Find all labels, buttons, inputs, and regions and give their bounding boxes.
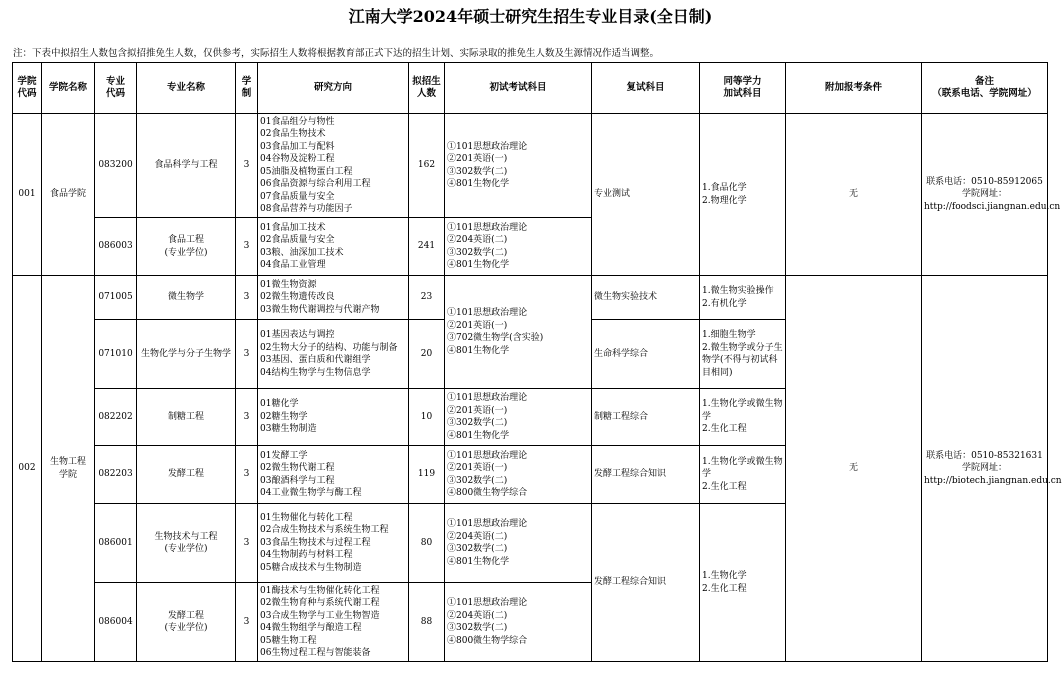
cell-line: ③302数学(二): [447, 623, 508, 633]
cell-line: 专业测试: [594, 189, 631, 200]
cell-line: 06食品资源与综合利用工程: [260, 179, 371, 189]
cell-line: (专业学位): [164, 247, 208, 258]
cell-line: 2.物理化学: [702, 195, 747, 206]
major-name-cell: [137, 583, 236, 662]
directions-cell: [258, 446, 409, 504]
cell-line: 03基因、蛋白质和代谢组学: [260, 355, 371, 365]
cell-line: ④800微生物学综合: [447, 635, 528, 646]
school-name-cell: [42, 114, 95, 276]
exam-cell: [445, 276, 592, 389]
header-remark: [922, 63, 1048, 114]
school-code-cell: 001: [13, 114, 42, 276]
cell-line: ③702微生物学(含实验): [447, 333, 544, 343]
cell-line: 02食品质量与安全: [260, 235, 335, 245]
cell-line: 同等学力: [723, 76, 762, 87]
cell-line: 食品工程: [167, 235, 204, 245]
enroll-cell: 162: [409, 114, 445, 218]
extra-test-cell: [700, 504, 786, 662]
cell-line: 02合成生物技术与系统生物工程: [260, 525, 389, 536]
note-text: 注：下表中拟招生人数包含拟招推免生人数，仅供参考，实际招生人数将根据教育部正式下达的招生计划、实际录取的推免生人数及生源情况作适当调整。: [13, 48, 660, 59]
cell-line: 生物技术与工程: [154, 531, 218, 542]
remark-cell: [922, 276, 1062, 662]
cell-line: 04微生物组学与酿造工程: [260, 623, 362, 633]
cell-line: 1.生物化学或微生物学: [702, 456, 783, 480]
cell-line: ①101思想政治理论: [447, 598, 528, 608]
cell-line: 2.生化工程: [702, 424, 747, 435]
major-code-cell: 082202: [95, 389, 137, 446]
extra-test-cell: [700, 276, 786, 320]
cell-line: 学院网址：: [961, 189, 1007, 200]
cell-line: ②201英语(一): [447, 463, 508, 473]
cell-line: 1.食品化学: [702, 183, 747, 193]
major-code-cell: 071010: [95, 320, 137, 389]
cell-line: 03食品加工与配料: [260, 141, 335, 152]
extra-test-cell: [700, 320, 786, 389]
cell-line: 食品科学与工程: [154, 160, 218, 171]
cell-line: ③302数学(二): [447, 247, 508, 258]
cell-line: 生物工程: [49, 457, 86, 467]
directions-cell: [258, 583, 409, 662]
cell-line: 04结构生物学与生物信息学: [260, 367, 371, 378]
cell-line: 初试考试科目: [489, 82, 547, 93]
directions-cell: [258, 320, 409, 389]
directions-cell: [258, 218, 409, 276]
enroll-cell: 23: [409, 276, 445, 320]
header-major-code: [95, 63, 137, 114]
major-name-cell: [137, 446, 236, 504]
cell-line: ②201英语(一): [447, 154, 508, 164]
header-conditions: [786, 63, 922, 114]
cell-line: 08食品营养与功能因子: [260, 204, 353, 214]
cell-line: 复试科目: [626, 82, 665, 93]
cell-line: 专业: [105, 76, 125, 87]
exam-cell: [445, 504, 592, 583]
cell-line: 学: [241, 76, 252, 87]
extra-test-cell: [700, 114, 786, 276]
remark-cell: [922, 114, 1061, 276]
cell-line: 02微生物遗传改良: [260, 292, 335, 303]
cell-line: 发酵工程: [167, 610, 204, 621]
major-code-cell: 083200: [95, 114, 137, 218]
major-name-cell: [137, 320, 236, 389]
conditions-cell: 无: [786, 276, 922, 662]
cell-line: 01糖化学: [260, 399, 299, 410]
cell-line: ①101思想政治理论: [447, 519, 528, 529]
enroll-cell: 88: [409, 583, 445, 662]
header-row: [13, 63, 1048, 114]
years-cell: 3: [236, 218, 258, 276]
cell-line: （联系电话、学院网址）: [932, 88, 1037, 99]
years-cell: 3: [236, 320, 258, 389]
cell-line: 制: [241, 88, 252, 99]
header-school-code: [13, 63, 42, 114]
cell-line: http://foodsci.jiangnan.edu.cn: [924, 201, 1061, 212]
enroll-cell: 80: [409, 504, 445, 583]
cell-line: 学院名称: [48, 82, 87, 93]
enroll-cell: 20: [409, 320, 445, 389]
cell-line: 03合成生物学与工业生物智造: [260, 610, 380, 621]
catalog-table: [12, 62, 1062, 662]
header-enroll: [409, 63, 445, 114]
cell-line: 加试科目: [723, 88, 762, 99]
cell-line: 制糖工程综合: [594, 411, 649, 422]
cell-line: ③302数学(二): [447, 418, 508, 428]
cell-line: 研究方向: [313, 82, 352, 93]
enroll-cell: 119: [409, 446, 445, 504]
cell-line: 1.生物化学或微生物学: [702, 399, 783, 422]
cell-line: 微生物学: [167, 292, 204, 303]
cell-line: 01酶技术与生物催化转化工程: [260, 585, 380, 596]
cell-line: 代码: [17, 88, 37, 99]
cell-line: 03酿酒科学与工程: [260, 475, 335, 486]
cell-line: ②201英语(一): [447, 320, 508, 331]
cell-line: 代码: [105, 88, 125, 99]
cell-line: ②204英语(二): [447, 235, 508, 245]
cell-line: 03食品生物技术与过程工程: [260, 537, 371, 548]
exam-cell: [445, 389, 592, 446]
cell-line: 附加报考条件: [824, 82, 882, 93]
cell-line: 05糖生物工程: [260, 635, 317, 646]
cell-line: ③302数学(二): [447, 475, 508, 486]
cell-line: 02食品生物技术: [260, 129, 326, 139]
extra-test-cell: [700, 446, 786, 504]
exam-cell: [445, 114, 592, 218]
cell-line: ④801生物化学: [447, 260, 510, 270]
cell-line: 联系电话：0510-85912065: [926, 176, 1043, 187]
cell-line: 05糖合成技术与生物制造: [260, 562, 362, 573]
major-name-cell: [137, 218, 236, 276]
cell-line: (专业学位): [164, 623, 208, 633]
major-code-cell: 071005: [95, 276, 137, 320]
retest-cell: [592, 504, 700, 662]
directions-cell: [258, 114, 409, 218]
cell-line: ④801生物化学: [447, 179, 510, 189]
cell-line: 03糖生物制造: [260, 424, 317, 435]
cell-line: 联系电话：0510-85321631: [926, 450, 1043, 461]
cell-line: 发酵工程综合知识: [594, 469, 667, 480]
cell-line: ③302数学(二): [447, 166, 508, 177]
cell-line: 01食品加工技术: [260, 222, 326, 233]
cell-line: 学院: [17, 76, 37, 87]
retest-cell: [592, 276, 700, 320]
cell-line: 专业名称: [166, 82, 205, 93]
major-code-cell: 086003: [95, 218, 137, 276]
cell-line: 03粮、油深加工技术: [260, 247, 344, 258]
cell-line: ①101思想政治理论: [447, 393, 528, 403]
cell-line: ④801生物化学: [447, 430, 510, 441]
cell-line: 02微生物育种与系统代谢工程: [260, 598, 380, 608]
exam-cell: [445, 583, 592, 662]
cell-line: 发酵工程: [167, 469, 204, 480]
header-exam: [445, 63, 592, 114]
major-name-cell: [137, 276, 236, 320]
directions-cell: [258, 276, 409, 320]
cell-line: 发酵工程综合知识: [594, 577, 667, 588]
cell-line: (专业学位): [164, 544, 208, 554]
major-code-cell: 086004: [95, 583, 137, 662]
years-cell: 3: [236, 114, 258, 218]
cell-line: ④801生物化学: [447, 345, 510, 356]
retest-cell: [592, 320, 700, 389]
cell-line: 生物化学与分子生物学: [140, 348, 231, 359]
cell-line: 05油脂及植物蛋白工程: [260, 166, 353, 177]
enroll-cell: 10: [409, 389, 445, 446]
cell-line: ①101思想政治理论: [447, 450, 528, 461]
years-cell: 3: [236, 504, 258, 583]
cell-line: ②204英语(二): [447, 531, 508, 542]
major-code-cell: 082203: [95, 446, 137, 504]
cell-line: 拟招生: [412, 76, 441, 87]
school-name-cell: [42, 276, 95, 662]
years-cell: 3: [236, 446, 258, 504]
cell-line: 食品学院: [49, 189, 86, 200]
table-row: [13, 276, 1048, 320]
cell-line: 06生物过程工程与智能装备: [260, 648, 371, 658]
exam-cell: [445, 218, 592, 276]
retest-cell: [592, 446, 700, 504]
cell-line: 01食品组分与物性: [260, 116, 335, 127]
cell-line: 制糖工程: [167, 411, 204, 422]
cell-line: 04谷物及淀粉工程: [260, 154, 335, 164]
years-cell: 3: [236, 583, 258, 662]
major-name-cell: [137, 114, 236, 218]
cell-line: 04生物制药与材料工程: [260, 550, 353, 561]
cell-line: 2.有机化学: [702, 298, 747, 309]
cell-line: 01微生物资源: [260, 279, 317, 290]
cell-line: 02微生物代谢工程: [260, 463, 335, 473]
cell-line: 1.微生物实验操作: [702, 286, 774, 296]
directions-cell: [258, 504, 409, 583]
years-cell: 3: [236, 276, 258, 320]
cell-line: 微生物实验技术: [594, 292, 658, 303]
cell-line: ③302数学(二): [447, 544, 508, 554]
school-code-cell: 002: [13, 276, 42, 662]
cell-line: 2.生化工程: [702, 583, 747, 594]
retest-cell: [592, 114, 700, 276]
cell-line: 03微生物代谢调控与代谢产物: [260, 304, 380, 315]
cell-line: ①101思想政治理论: [447, 222, 528, 233]
cell-line: ①101思想政治理论: [447, 308, 528, 318]
cell-line: ②201英语(一): [447, 405, 508, 416]
header-directions: [258, 63, 409, 114]
cell-line: 人数: [416, 88, 436, 99]
cell-line: 学院网址：: [961, 463, 1007, 474]
cell-line: 1.生物化学: [702, 571, 747, 581]
cell-line: 备注: [974, 76, 994, 87]
cell-line: 2.生化工程: [702, 481, 747, 492]
enroll-cell: 241: [409, 218, 445, 276]
cell-line: ④801生物化学: [447, 556, 510, 567]
header-major-name: [137, 63, 236, 114]
major-code-cell: 086001: [95, 504, 137, 583]
cell-line: 01发酵工学: [260, 450, 308, 461]
cell-line: 04食品工业管理: [260, 260, 326, 270]
extra-test-cell: [700, 389, 786, 446]
directions-cell: [258, 389, 409, 446]
cell-line: 学院: [58, 469, 77, 480]
major-name-cell: [137, 504, 236, 583]
retest-cell: [592, 389, 700, 446]
cell-line: http://biotech.jiangnan.edu.cn: [924, 475, 1062, 486]
cell-line: ④800微生物学综合: [447, 488, 528, 498]
cell-line: 生命科学综合: [594, 348, 649, 359]
cell-line: 04工业微生物学与酶工程: [260, 488, 362, 498]
header-years: [236, 63, 258, 114]
cell-line: 02生物大分子的结构、功能与制备: [260, 342, 398, 353]
cell-line: 1.细胞生物学: [702, 330, 756, 340]
exam-cell: [445, 446, 592, 504]
cell-line: 01生物催化与转化工程: [260, 512, 353, 523]
cell-line: ②204英语(二): [447, 610, 508, 621]
page-title: 江南大学2024年硕士研究生招生专业目录(全日制): [348, 7, 713, 26]
cell-line: 2.微生物学或分子生物学(不得与初试科目相同): [702, 342, 783, 378]
table-row: [13, 114, 1048, 218]
cell-line: 01基因表达与调控: [260, 330, 335, 340]
conditions-cell: 无: [786, 114, 922, 276]
cell-line: 07食品质量与安全: [260, 191, 335, 202]
header-school-name: [42, 63, 95, 114]
years-cell: 3: [236, 389, 258, 446]
header-retest: [592, 63, 700, 114]
cell-line: ①101思想政治理论: [447, 141, 528, 152]
major-name-cell: [137, 389, 236, 446]
cell-line: 02糖生物学: [260, 411, 308, 422]
header-extra-test: [700, 63, 786, 114]
